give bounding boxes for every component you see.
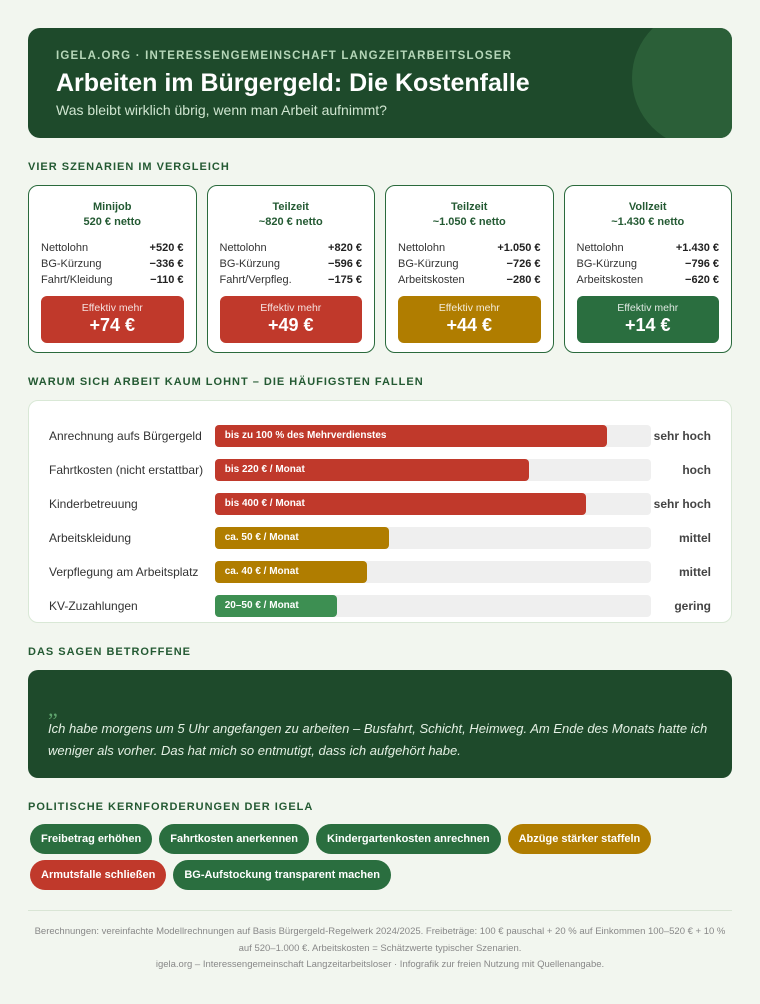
- trap-label: Arbeitskleidung: [49, 531, 132, 545]
- demands-list: [28, 824, 688, 890]
- effective-label: Effektiv mehr: [617, 302, 679, 314]
- row-value: +520 €: [149, 242, 184, 254]
- trap-label: KV-Zuzahlungen: [49, 599, 138, 613]
- trap-bar-track: [215, 493, 651, 515]
- demand-pill: Abzüge stärker staffeln: [508, 824, 652, 854]
- trap-level: hoch: [682, 463, 711, 477]
- card-row: [41, 256, 184, 272]
- card-row: [41, 272, 184, 288]
- trap-bar-fill: bis 220 € / Monat: [215, 459, 529, 481]
- card-row: [577, 240, 720, 256]
- scenarios-heading: VIER SZENARIEN IM VERGLEICH: [28, 161, 230, 173]
- demand-pill: Kindergartenkosten anrechnen: [316, 824, 501, 854]
- row-value: −175 €: [328, 274, 362, 286]
- footer: [28, 910, 732, 974]
- card-net: ~1.050 € netto: [432, 216, 506, 228]
- effective-label: Effektiv mehr: [81, 302, 143, 314]
- trap-row: [49, 453, 711, 487]
- scenario-card: [28, 185, 197, 353]
- card-row: [220, 272, 363, 288]
- row-value: +1.050 €: [497, 242, 541, 254]
- traps-heading: WARUM SICH ARBEIT KAUM LOHNT – DIE HÄUFIGSTEN FALLEN: [28, 376, 424, 388]
- trap-level: sehr hoch: [653, 429, 711, 443]
- effective-value: +14 €: [624, 315, 671, 335]
- header-kicker: IGELA.ORG · INTERESSENGEMEINSCHAFT LANGZEITARBEITSLOSER: [56, 50, 513, 62]
- trap-row: [49, 487, 711, 521]
- scenario-card: [564, 185, 733, 353]
- footer-methodology: Berechnungen: vereinfachte Modellrechnungen auf Basis Bürgergeld-Regelwerk 2024/2025. Freibeträge: 100 € pauschal + 20 % auf Einkommen 100–520 € + 10 % auf 520–1.000 €. Arbeitskosten = Schätzwerte typischer Szenarien.: [34, 926, 726, 954]
- trap-bar-track: [215, 527, 651, 549]
- card-title: Teilzeit: [451, 201, 488, 213]
- trap-bar-fill: ca. 50 € / Monat: [215, 527, 390, 549]
- card-net: 520 € netto: [83, 216, 141, 228]
- demand-pill: Armutsfalle schließen: [30, 860, 166, 890]
- card-row: [398, 240, 541, 256]
- quote-text: Ich habe morgens um 5 Uhr angefangen zu arbeiten – Busfahrt, Schicht, Heimweg. Am Ende des Monats hatte ich weniger als vorher. Das hat mich so entmutigt, dass ich aufgehört habe.: [48, 721, 708, 758]
- testimonial-quote: [28, 670, 732, 778]
- effective-gain-box: [41, 296, 184, 343]
- trap-label: Anrechnung aufs Bürgergeld: [49, 429, 202, 443]
- footer-credit: igela.org – Interessengemeinschaft Langzeitarbeitsloser · Infografik zur freien Nutzung mit Quellenangabe.: [155, 959, 605, 970]
- trap-level: sehr hoch: [653, 497, 711, 511]
- trap-bar-fill: bis 400 € / Monat: [215, 493, 586, 515]
- demands-heading: POLITISCHE KERNFORDERUNGEN DER IGELA: [28, 801, 314, 813]
- effective-gain-box: [398, 296, 541, 343]
- row-label: BG-Kürzung: [398, 258, 459, 270]
- card-title: Teilzeit: [272, 201, 309, 213]
- effective-value: +74 €: [89, 315, 136, 335]
- card-row: [577, 256, 720, 272]
- page-title: Arbeiten im Bürgergeld: Die Kostenfalle: [56, 69, 530, 97]
- trap-bar-track: [215, 459, 651, 481]
- row-label: Nettolohn: [576, 242, 624, 254]
- traps-panel: [28, 400, 732, 623]
- scenario-card: [207, 185, 376, 353]
- page-subtitle: Was bleibt wirklich übrig, wenn man Arbeit aufnimmt?: [56, 102, 387, 118]
- trap-row: [49, 521, 711, 555]
- row-label: BG-Kürzung: [219, 258, 281, 270]
- effective-gain-box: [220, 296, 363, 343]
- row-value: −620 €: [685, 274, 719, 286]
- card-row: [220, 256, 363, 272]
- row-label: BG-Kürzung: [41, 258, 102, 270]
- row-value: −336 €: [149, 258, 184, 270]
- trap-bar-track: [215, 561, 651, 583]
- demand-pill: BG-Aufstockung transparent machen: [173, 860, 391, 890]
- row-value: −280 €: [506, 274, 541, 286]
- card-title: Minijob: [93, 201, 132, 213]
- trap-bar-fill: ca. 40 € / Monat: [215, 561, 368, 583]
- card-title: Vollzeit: [628, 201, 667, 213]
- card-net: ~1.430 € netto: [611, 216, 685, 228]
- effective-gain-box: [577, 296, 720, 343]
- row-label: Arbeitskosten: [398, 274, 465, 286]
- trap-level: gering: [674, 599, 711, 613]
- demand-pill: Fahrtkosten anerkennen: [159, 824, 309, 854]
- header-banner: [28, 28, 732, 138]
- card-net: ~820 € netto: [258, 216, 323, 228]
- row-value: −726 €: [506, 258, 541, 270]
- trap-label: Kinderbetreuung: [49, 497, 138, 511]
- row-label: Fahrt/Kleidung: [41, 274, 113, 286]
- row-value: −796 €: [685, 258, 719, 270]
- row-label: Fahrt/Verpfleg.: [219, 274, 292, 286]
- card-row: [577, 272, 720, 288]
- trap-row: [49, 419, 711, 453]
- effective-value: +49 €: [267, 315, 314, 335]
- quote-mark-icon: „: [48, 696, 58, 721]
- row-label: Arbeitskosten: [576, 274, 644, 286]
- row-value: +820 €: [328, 242, 362, 254]
- demand-pill: Freibetrag erhöhen: [30, 824, 152, 854]
- trap-bar-fill: 20–50 € / Monat: [215, 595, 337, 617]
- row-label: Nettolohn: [219, 242, 267, 254]
- card-row: [41, 240, 184, 256]
- voices-heading: DAS SAGEN BETROFFENE: [28, 646, 192, 658]
- trap-bar-track: [215, 595, 651, 617]
- row-value: +1.430 €: [675, 242, 719, 254]
- row-value: −596 €: [328, 258, 362, 270]
- trap-bar-fill: bis zu 100 % des Mehrverdienstes: [215, 425, 608, 447]
- card-row: [220, 240, 363, 256]
- row-label: Nettolohn: [398, 242, 446, 254]
- trap-level: mittel: [678, 531, 711, 545]
- effective-label: Effektiv mehr: [438, 302, 500, 314]
- trap-bar-track: [215, 425, 651, 447]
- row-label: BG-Kürzung: [576, 258, 638, 270]
- row-value: −110 €: [150, 274, 184, 286]
- trap-row: [49, 589, 711, 623]
- trap-row: [49, 555, 711, 589]
- card-row: [398, 256, 541, 272]
- trap-label: Fahrtkosten (nicht erstattbar): [49, 463, 204, 477]
- scenario-cards: [28, 185, 732, 353]
- effective-value: +44 €: [446, 315, 493, 335]
- trap-label: Verpflegung am Arbeitsplatz: [49, 565, 199, 579]
- row-label: Nettolohn: [41, 242, 89, 254]
- trap-level: mittel: [678, 565, 711, 579]
- effective-label: Effektiv mehr: [260, 302, 322, 314]
- scenario-card: [385, 185, 554, 353]
- card-row: [398, 272, 541, 288]
